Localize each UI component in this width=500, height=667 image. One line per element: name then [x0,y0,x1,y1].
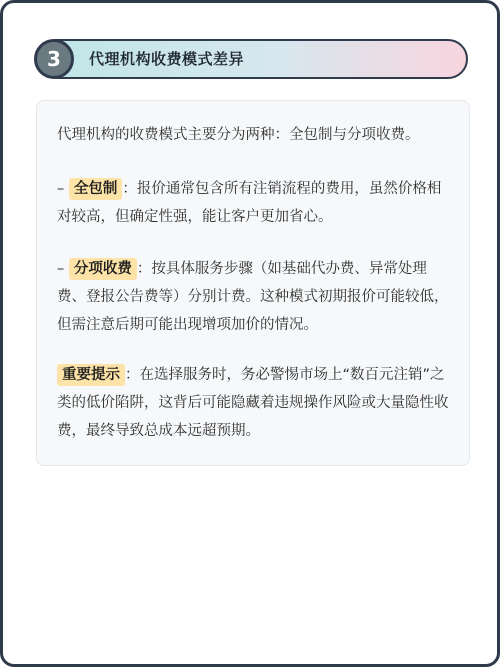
bullet-dash: – [57,181,69,197]
intro-paragraph: 代理机构的收费模式主要分为两种：全包制与分项收费。 [57,127,420,143]
full-package-paragraph [57,175,453,231]
section-title: 代理机构收费模式差异 [89,50,245,68]
step-number-badge: 3 [34,39,74,79]
section-header [37,39,468,79]
important-tip-text: ：在选择服务时，务必警惕市场上“数百元注销”之类的低价陷阱，这背后可能隐藏着违规操作风险或大量隐性收费，最终导致总成本远超预期。 [57,367,449,439]
important-tip-tag: 重要提示 [57,364,125,386]
itemized-fee-tag: 分项收费 [69,258,137,280]
itemized-fee-paragraph [57,255,453,339]
content-card [36,100,470,466]
full-package-text: ：报价通常包含所有注销流程的费用，虽然价格相对较高，但确定性强，能让客户更加省心。 [57,181,442,225]
important-tip-paragraph [57,361,453,445]
full-package-tag: 全包制 [69,178,123,200]
bullet-dash: – [57,261,69,277]
itemized-fee-text: ：按具体服务步骤（如基础代办费、异常处理费、登报公告费等）分别计费。这种模式初期报价可能较低，但需注意后期可能出现增项加价的情况。 [57,261,449,333]
